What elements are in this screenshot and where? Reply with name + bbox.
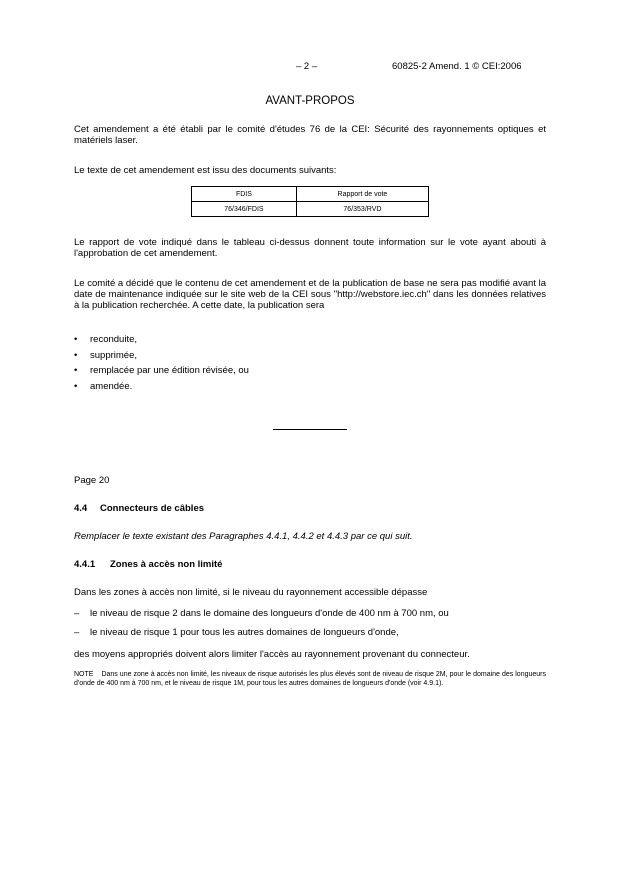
bullet-glyph: •: [74, 349, 78, 361]
dash-item: le niveau de risque 2 dans le domaine des longueurs d'onde de 400 nm à 700 nm, ou: [90, 608, 449, 619]
page-number: – 2 –: [296, 61, 318, 72]
subsection-number: 4.4.1: [74, 559, 96, 570]
list-item: • amendée.: [74, 380, 133, 392]
table-header-cell: Rapport de vote: [296, 187, 428, 202]
section-title: Connecteurs de câbles: [100, 503, 205, 514]
committee-paragraph: Le comité a décidé que le contenu de cet amendement et de la publication de base ne sera pas modifié avant la date de maintenance indiquée sur le site web de la CEI sous "http://webstore.iec.ch" dans les données relatives à la publication recherchée. A cette date, la publication sera: [74, 278, 546, 311]
section-number: 4.4: [74, 503, 88, 514]
document-reference: 60825-2 Amend. 1 © CEI:2006: [392, 61, 522, 72]
documents-intro: Le texte de cet amendement est issu des documents suivants:: [74, 165, 337, 176]
table-cell: 76/346/FDIS: [192, 202, 297, 217]
list-item: • supprimée,: [74, 349, 137, 361]
table-cell: 76/353/RVD: [296, 202, 428, 217]
bullet-glyph: •: [74, 365, 78, 376]
bullet-glyph: •: [74, 334, 78, 345]
dash-glyph: –: [74, 608, 80, 619]
note-label: NOTE: [74, 671, 94, 678]
replace-instruction: Remplacer le texte existant des Paragraphes 4.4.1, 4.4.2 et 4.4.3 par ce qui suit.: [74, 531, 413, 542]
intro-paragraph: Cet amendement a été établi par le comité d'études 76 de la CEI: Sécurité des rayonnements optiques et matériels laser.: [74, 124, 546, 146]
table-header-cell: FDIS: [192, 187, 297, 202]
vote-report-paragraph: Le rapport de vote indiqué dans le tableau ci-dessus donnent toute information sur le vote ayant abouti à l'approbation de cet amendement.: [74, 237, 546, 259]
page-reference: Page 20: [74, 475, 110, 486]
subsection-heading: [74, 559, 546, 570]
foreword-title: AVANT-PROPOS: [265, 95, 355, 107]
section-heading: [74, 503, 546, 514]
dash-glyph: –: [74, 627, 80, 638]
body-intro: Dans les zones à accès non limité, si le niveau du rayonnement accessible dépasse: [74, 587, 428, 598]
note-text: Dans une zone à accès non limité, les niveaux de risque autorisés les plus élevés sont de niveau de risque 2M, pour le domaine des longueurs d'onde de 400 nm à 700 nm, et le niveau de risque 1M, pour tous les autres domaines de longueurs d'onde (voir 4.9.1).: [74, 671, 546, 687]
publication-options-list: [74, 334, 249, 396]
note-paragraph: [74, 671, 546, 688]
table-header-row: [192, 187, 429, 202]
section-divider: [273, 429, 347, 430]
voting-documents-table: [191, 186, 429, 217]
body-conclusion: des moyens appropriés doivent alors limiter l'accès au rayonnement provenant du connecteur.: [74, 649, 470, 660]
dash-item: le niveau de risque 1 pour tous les autres domaines de longueurs d'onde,: [90, 627, 399, 638]
list-item: • reconduite,: [74, 334, 138, 345]
subsection-title: Zones à accès non limité: [110, 559, 223, 570]
list-item: • remplacée par une édition révisée, ou: [74, 365, 249, 376]
bullet-glyph: •: [74, 380, 78, 392]
table-row: [192, 202, 429, 217]
